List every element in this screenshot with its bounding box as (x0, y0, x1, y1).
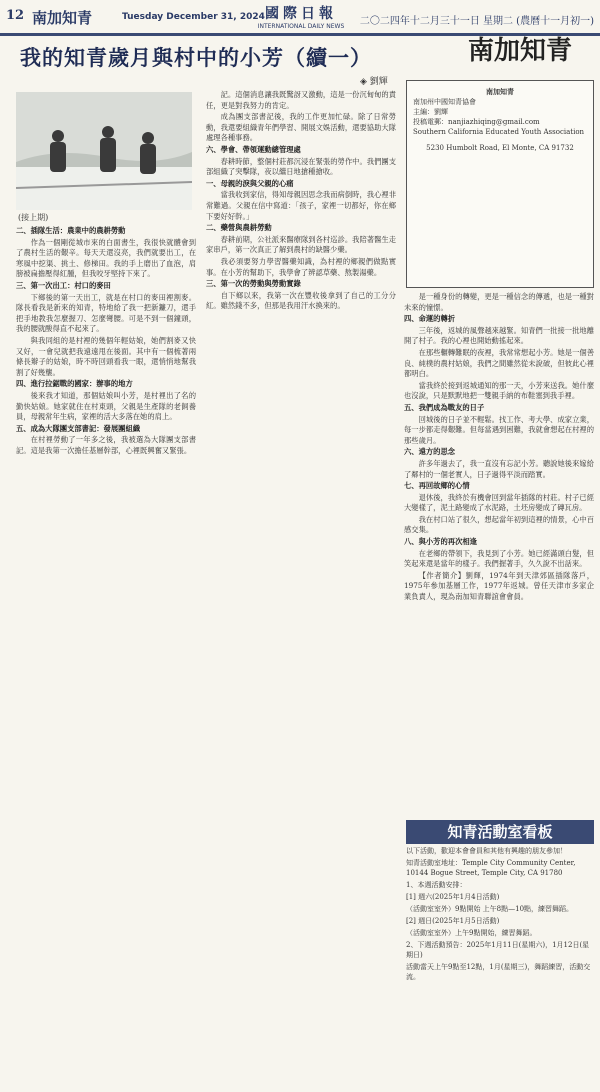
bulletin-board (406, 846, 594, 1090)
article-author: ◈ 劉輝 (360, 77, 388, 87)
column-3-paragraph: 回城後的日子並不輕鬆。找工作、考大學、成家立業，每一步都走得艱難。但每當遇到困難，我就會想起在村裡的那些歲月。 (404, 414, 594, 445)
photo-caption: (接上期) (18, 213, 49, 222)
masthead-chinese: 國際日報 (265, 6, 337, 22)
column-3-paragraph: 三年後，返城的風聲越來越緊。知青們一批接一批地離開了村子。我的心裡也開始動搖起來。 (404, 325, 594, 346)
column-1-heading: 三、第一次出工：村口的麥田 (16, 280, 111, 290)
section-title: 南加知青 (32, 9, 93, 27)
bulletin-line: （活動室室外）9點開始 上午8點—10點，練習舞蹈。 (406, 905, 574, 913)
info-line: Southern California Educated Youth Association (413, 128, 585, 136)
column-2-paragraph: 記。這個消息讓我既驚訝又激動，這是一份沉甸甸的責任，更是對我努力的肯定。 (206, 90, 396, 110)
info-line: 南加州中國知青協會 (413, 98, 476, 106)
column-2-paragraph: 成為團支部書記後，我的工作更加忙碌。除了日常勞動，我還要組織青年們學習、開展文娛活動，還要協助大隊處理各種事務。 (206, 112, 396, 143)
bulletin-title: 知青活動室看板 (406, 820, 594, 844)
article-title: 我的知青歲月與村中的小芳（續一） (20, 45, 372, 70)
column-2-paragraph: 我必須要努力學習醫藥知識，為村裡的鄉親們做點實事。在小芳的幫助下，我學會了辨認草藥、熬製湯藥。 (206, 256, 396, 277)
bulletin-line: 2、下週活動預告：2025年1月11日(星期六)，1月12日(星期日) (406, 941, 590, 959)
column-3-heading: 八、與小芳的再次相逢 (404, 537, 477, 547)
column-1-paragraph: 下鄉後的第一天出工，就是在村口的麥田裡割麥。隊長看我是新來的知青，特地給了我一把新鐮刀，還手把手地教我怎麼握刀、怎麼彎腰。可是不到一個鐘頭，我的腰就酸得直不起來了。 (16, 292, 196, 334)
photo-image (16, 92, 192, 210)
column-3-paragraph: 是一種身份的轉變，更是一種信念的傳遞，也是一種對未來的憧憬。 (404, 292, 594, 312)
column-1-heading: 二、插隊生活：農業中的農耕勞動 (16, 226, 126, 235)
bulletin-line: [2] 週日(2025年1月5日活動) (406, 917, 500, 925)
column-3-heading: 四、命運的轉折 (404, 314, 456, 324)
masthead-english: INTERNATIONAL DAILY NEWS (257, 23, 345, 30)
info-line: 主編：劉輝 (413, 108, 448, 116)
column-3-paragraph: 在老鄉的帶領下，我見到了小芳。她已經滿頭白髮，但笑起來還是當年的樣子。我們握著手，久久說不出話來。 (404, 548, 594, 569)
column-2-paragraph: 春耕前期，公社派來醫療隊到各村巡診。我陪著醫生走家串戶，第一次真正了解到農村的缺醫少藥。 (206, 234, 396, 255)
bulletin-line: 以下活動，歡迎本會會員和其他有興趣的朋友參加！ (406, 847, 567, 855)
article-photo (16, 92, 192, 210)
info-line: 投稿電郵：nanjiazhiqing@gmail.com (413, 118, 540, 126)
column-3-paragraph: 我在村口站了很久，想起當年初到這裡的情景，心中百感交集。 (404, 514, 594, 535)
column-2-heading: 一、母親的淚與父親的心痛 (206, 178, 294, 188)
column-2-heading: 三、第一次的勞動與勞動實錄 (206, 279, 301, 289)
column-3-paragraph: 退休後，我終於有機會回到當年插隊的村莊。村子已經大變樣了，泥土路變成了水泥路，土坯房變成了磚瓦房。 (404, 492, 594, 513)
date-chinese: 二〇二四年十二月三十一日 星期二 (農曆十一月初一) (359, 16, 594, 27)
article-column-2 (206, 90, 396, 1086)
info-address: 5230 Humbolt Road, El Monte, CA 91732 (426, 144, 574, 152)
column-2-heading: 六、學會、帶領運動總管理處 (206, 144, 301, 154)
info-box (406, 80, 594, 288)
column-2-paragraph: 春耕時節，整個村莊都沉浸在緊張的勞作中。我們團支部組織了突擊隊，夜以繼日地搶種搶收。 (206, 156, 396, 177)
column-1-paragraph: 在村裡勞動了一年多之後，我被選為大隊團支部書記。這是我第一次擔任基層幹部，心裡既興奮又緊張。 (16, 435, 196, 455)
bulletin-line: （活動室室外）上午9點開始，練習舞蹈。 (406, 929, 537, 937)
column-1-heading: 五、成為大隊團支部書記：發展團組織 (16, 423, 141, 433)
masthead (256, 3, 346, 30)
column-2-heading: 二、藥營與農耕勞動 (206, 223, 272, 233)
column-2-paragraph: 自下鄉以來，我第一次在豐收後拿到了自己的工分分紅。雖然錢不多，但那是我用汗水換來的。 (206, 290, 396, 311)
column-3-paragraph: 當我終於接到返城通知的那一天，小芳來送我。她什麼也沒說，只是默默地把一雙親手納的布鞋塞到我手裡。 (404, 380, 594, 401)
date-english: Tuesday December 31, 2024 (122, 12, 265, 22)
column-3-heading: 七、再回故鄉的心情 (404, 481, 470, 491)
author-bio: 【作者簡介】劉輝，1974年到天津郊區插隊落戶，1975年參加基層工作，1977年返城。曾任天津市多家企業負責人，現為南加知青聯誼會會員。 (404, 570, 594, 602)
article-column-3 (404, 292, 594, 818)
column-2-paragraph: 當我收到家信，得知母親因思念我而病倒時，我心裡非常難過。父親在信中寫道：「孩子，家裡一切都好，你在鄉下要好好幹。」 (206, 190, 396, 221)
author-name: 劉輝 (369, 77, 388, 87)
column-3-heading: 五、我們成為戰友的日子 (404, 402, 485, 412)
bulletin-line: [1] 週六(2025年1月4日活動) (406, 893, 500, 901)
brand-text: 南加知青 (468, 36, 573, 66)
column-1-paragraph: 作為一個剛從城市來的白面書生，我很快就體會到了農村生活的艱辛。每天天還沒亮，我們就要出工，在寒風中挖渠、挑土、修梯田。我的手上磨出了血泡，肩膀被扁擔壓得紅腫，但我咬牙堅持下來了。 (16, 237, 196, 279)
article-column-1 (16, 226, 196, 1086)
column-3-paragraph: 在那些輾轉難眠的夜裡，我常常想起小芳。她是一個善良、純樸的農村姑娘，我們之間雖然從未說破，但彼此心裡都明白。 (404, 347, 594, 379)
column-1-paragraph: 後來我才知道，那個姑娘叫小芳，是村裡出了名的勤快姑娘。她家就住在村東頭，父親是生產隊的老飼養員，母親常年生病，家裡的活大多落在她的肩上。 (16, 390, 196, 422)
column-1-heading: 四、進行拉鋸戰的國家：辦事的地方 (16, 379, 133, 389)
column-1-paragraph: 與我同組的是村裡的幾個年輕姑娘，她們割麥又快又好，一會兒就把我遠遠甩在後面。其中有一個梳著兩條長辮子的姑娘，時不時回頭看我一眼，還悄悄地幫我割了好幾壟。 (16, 335, 196, 377)
column-3-heading: 六、遠方的思念 (404, 447, 456, 457)
page-number: 12 (6, 8, 25, 23)
bulletin-line: 活動當天上午9點至12點，1月(星期三)，舞蹈練習，活動交流。 (406, 963, 591, 981)
column-3-paragraph: 許多年過去了，我一直沒有忘記小芳。聽說她後來嫁給了鄰村的一個老實人，日子過得平淡而踏實。 (404, 458, 594, 479)
bulletin-line: 知青活動室地址：Temple City Community Center, 10144 Bogue Street, Temple City, CA 91780 (406, 859, 576, 877)
page-header (0, 0, 600, 36)
info-box-label: 南加知青 (486, 87, 514, 96)
bulletin-line: 1、本週活動安排： (406, 881, 467, 889)
